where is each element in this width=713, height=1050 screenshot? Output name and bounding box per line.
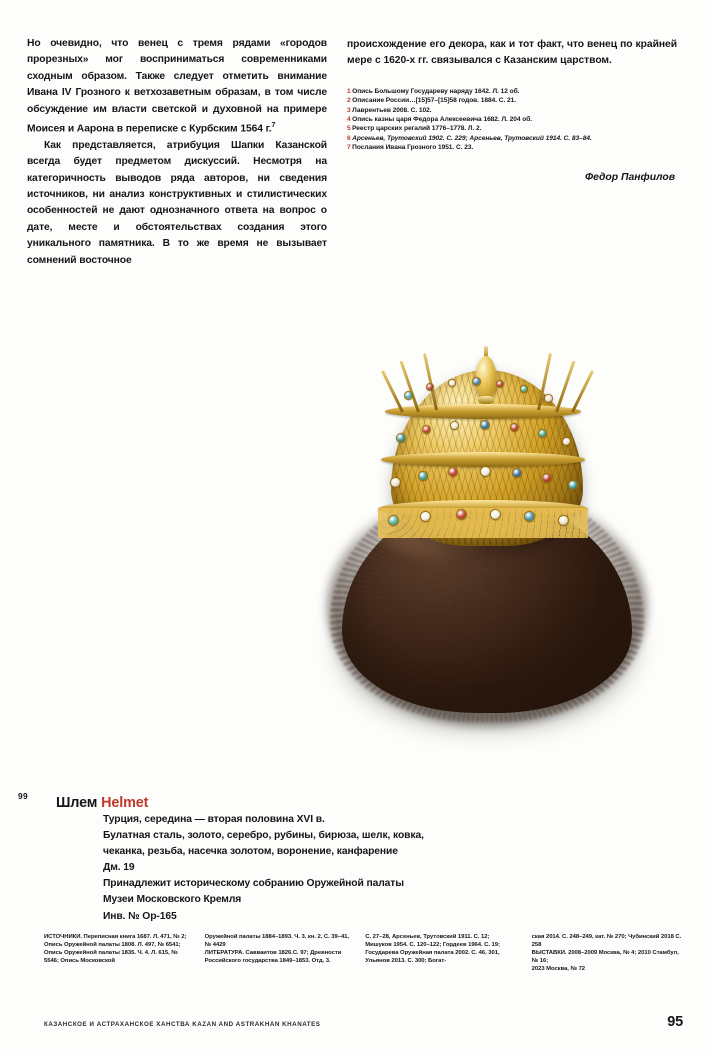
footnote-number: 6 [347, 134, 351, 142]
crown-gem [563, 438, 570, 445]
crown-spike [400, 360, 420, 412]
figure-stage [260, 248, 690, 778]
crown-gem [449, 380, 455, 386]
footnote-item [347, 124, 677, 133]
catalog-title [56, 795, 148, 811]
catalog-line: Булатная сталь, золото, серебро, рубины, бирюза, шелк, ковка, [103, 830, 424, 842]
crown-gem [521, 386, 527, 392]
crown-gem [491, 510, 500, 519]
catalog-line: Дм. 19 [103, 862, 135, 874]
reference-paragraph: 2023 Москва, № 72 [531, 966, 586, 973]
crown-gem [559, 516, 568, 525]
left-text-column [27, 36, 327, 269]
crown-gem [513, 469, 521, 477]
footnote-item [347, 134, 677, 143]
crown-gem [405, 392, 412, 399]
gold-crown [387, 348, 587, 548]
footnote-number: 2 [347, 97, 351, 105]
crown-gem [449, 468, 457, 476]
catalog-line: Музеи Московского Кремля [103, 894, 242, 906]
crown-gem [473, 378, 480, 385]
catalog-description [103, 812, 573, 925]
reference-paragraph: ВЫСТАВКИ. 2008–2009 Москва, № 4; 2010 Стамбул, № 16; [531, 950, 679, 965]
crown-gem [451, 422, 458, 429]
footnote-number: 7 [347, 144, 351, 152]
crown-band-middle [381, 452, 585, 467]
footnote-text: Опись казны царя Федора Алексеевича 1682. Л. 204 об. [352, 116, 533, 124]
footnotes-list [347, 87, 677, 153]
crown-gem [543, 474, 551, 482]
footnote-item [347, 115, 677, 124]
footnote-text: Лаврентьев 2008. С. 102. [352, 106, 432, 114]
footnote-item [347, 106, 677, 115]
paragraph-1-text: Но очевидно, что венец с тремя рядами «городов прорезных» мог восприниматься современниками сходным образом. Также следует отметить внимание Ивана IV Грозного к ветхозаветным образам, в том числе обсуждение им власти светской и духовной на примере Моисея и Аарона в переписке с Курбским 1564 г. [27, 38, 327, 135]
crown-gem [419, 472, 427, 480]
paragraph-2: Как представляется, атрибуция Шапки Казанской всегда будет предметом дискуссий. Несмотря на категоричность выводов ряда авторов, ни сведения источников, ни анализ конструктивных и стилистических особенностей не дают однозначного ответа на вопрос о дате, месте и обстоятельствах создания этого уникального памятника. В то же время не вызывает сомнений восточное [27, 139, 327, 266]
catalog-number: 99 [18, 791, 28, 801]
reference-paragraph: С. 27–28, Арсеньев, Трутовский 1911. С. 12; Мишуков 1954. С. 120–122; Гордеев 1964. С. 19; Государева Оружейная палата 2002. С. 46, 301, Ульянов 2013. С. 300; Богат- [365, 934, 500, 965]
catalog-line: чеканка, резьба, насечка золотом, воронение, канфарение [103, 846, 398, 858]
footnote-marker-7: 7 [271, 122, 276, 130]
helmet-photograph [260, 248, 690, 778]
crown-gem [481, 421, 489, 429]
footnote-text: Арсеньев, Трутовский 1902. С. 229; Арсеньев, Трутовский 1914. С. 83–84. [352, 134, 592, 142]
references-column-3 [365, 933, 515, 973]
catalog-line: Инв. № Ор-165 [103, 910, 177, 922]
footnote-item [347, 96, 677, 105]
reference-paragraph: ская 2014. С. 248–249, кат. № 270; Чубинский 2018 С. 258 [531, 934, 682, 949]
page-number: 95 [667, 1014, 683, 1030]
crown-gem [421, 512, 430, 521]
crown-gem [497, 381, 503, 387]
continued-paragraph: происхождение его декора, как и тот факт, что венец по крайней мере с 1620-х гг. связывался с Казанским царством. [347, 39, 677, 67]
finial-collar [478, 396, 494, 404]
crown-spike [381, 370, 404, 413]
footnote-item [347, 143, 677, 152]
footnote-text: Послания Ивана Грозного 1951. С. 23. [352, 144, 474, 152]
right-text-column [347, 37, 677, 183]
crown-gem [391, 478, 400, 487]
footnote-text: Опись Большому Государеву наряду 1642. Л. 12 об. [352, 87, 520, 95]
crown-gem [481, 467, 490, 476]
reference-paragraph: ЛИТЕРАТУРА. Савваитов 1826.С. 97; Древности Российского государства 1849–1853. Отд. 3. [204, 950, 342, 965]
footnote-text: Реестр царских регалий 1776–1778. Л. 2. [352, 125, 482, 133]
catalog-title-en: Helmet [101, 795, 149, 811]
crown-gem [423, 426, 430, 433]
reference-paragraph: Оружейной палаты 1884–1893. Ч. 3. кн. 2. С. 39–41, № 4429 [204, 934, 349, 949]
paragraph-1 [27, 36, 327, 138]
references-column-4 [532, 933, 682, 973]
crown-gem [545, 395, 552, 402]
crown-spike [571, 370, 594, 413]
references-column-2 [205, 933, 350, 973]
footnote-number: 1 [347, 87, 351, 95]
crown-gem [427, 384, 433, 390]
catalog-line: Принадлежит историческому собранию Оружейной палаты [103, 878, 404, 890]
crown-gem [525, 512, 534, 521]
finial-gem-drop [475, 356, 497, 398]
crown-gem [389, 516, 398, 525]
author-byline: Федор Панфилов [584, 171, 675, 183]
crown-gem [511, 424, 518, 431]
crown-spike [555, 360, 575, 412]
crown-gem [457, 510, 466, 519]
reference-paragraph: ИСТОЧНИКИ. Переписная книга 1687. Л. 471, № 2; Опись Оружейной палаты 1808. Л. 497, № 6541; Опись Оружейной палаты 1835. Ч. 4. Л. 615, № 5546; Опись Московской [44, 934, 187, 965]
catalog-line: Турция, середина — вторая половина XVI в. [103, 814, 325, 825]
crown-gem [569, 481, 577, 489]
running-head: КАЗАНСКОЕ И АСТРАХАНСКОЕ ХАНСТВА KAZAN AND ASTRAKHAN KHANATES [44, 1021, 321, 1028]
crown-scalloped-rim [378, 508, 588, 538]
footnote-number: 4 [347, 116, 351, 124]
references-block [44, 933, 682, 973]
catalog-title-ru: Шлем [56, 795, 98, 811]
references-column-1 [44, 933, 189, 973]
footnote-number: 3 [347, 106, 351, 114]
crown-gem [397, 434, 405, 442]
crown-gem [539, 430, 546, 437]
footnote-item [347, 87, 677, 96]
footnote-number: 5 [347, 125, 351, 133]
footnote-text: Описание России…[15]57–[15]58 годов. 1884. С. 21. [352, 97, 517, 105]
